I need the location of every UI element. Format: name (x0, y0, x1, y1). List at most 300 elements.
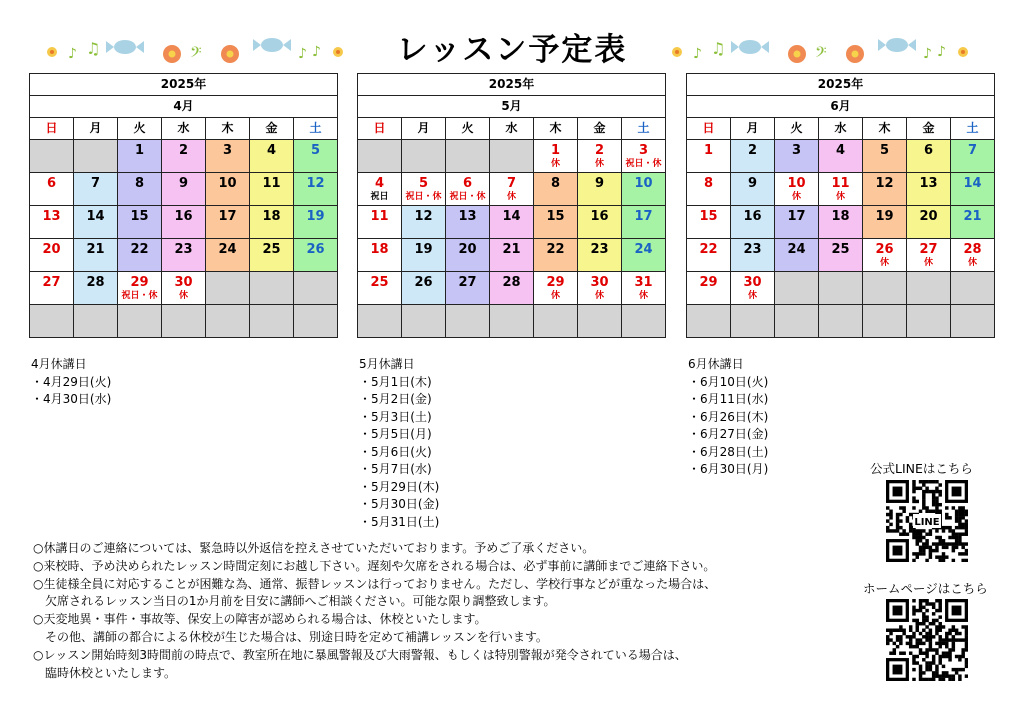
day-number: 29 (699, 275, 718, 290)
day-number: 11 (370, 209, 389, 224)
notes-section (33, 540, 833, 682)
day-number: 4 (374, 176, 385, 191)
day-cell (250, 206, 294, 239)
calendar-week (358, 305, 666, 338)
day-number: 23 (174, 242, 193, 257)
day-cell (534, 173, 578, 206)
day-cell (118, 239, 162, 272)
day-note: 休 (550, 291, 560, 301)
weekday-header: 土 (294, 118, 338, 140)
calendar-week (687, 173, 995, 206)
day-number: 12 (414, 209, 433, 224)
day-number: 1 (550, 143, 561, 158)
day-number: 30 (743, 275, 762, 290)
day-cell (118, 272, 162, 305)
line-qr-code[interactable] (886, 480, 968, 562)
music-note-icon: ♪ (923, 46, 932, 62)
day-cell (206, 173, 250, 206)
day-cell (622, 239, 666, 272)
day-cell (951, 140, 995, 173)
day-number: 28 (86, 275, 105, 290)
day-cell (951, 173, 995, 206)
day-number: 31 (634, 275, 653, 290)
day-cell (775, 140, 819, 173)
holiday-item: ・5月2日(金) (359, 392, 432, 406)
holiday-item: ・6月27日(金) (688, 427, 769, 441)
day-number: 15 (546, 209, 565, 224)
weekday-header: 水 (819, 118, 863, 140)
day-cell (402, 173, 446, 206)
calendar-week (358, 173, 666, 206)
day-number: 8 (703, 176, 714, 191)
day-number: 1 (703, 143, 714, 158)
day-note: 祝日・休 (121, 291, 158, 301)
day-cell (907, 239, 951, 272)
day-number: 4 (835, 143, 846, 158)
flower-icon (672, 47, 682, 57)
day-cell (206, 140, 250, 173)
day-number: 18 (370, 242, 389, 257)
holiday-list-title: 6月休講日 (688, 357, 744, 371)
day-number: 27 (458, 275, 477, 290)
decoration-left (40, 30, 350, 70)
day-number: 15 (699, 209, 718, 224)
day-number: 29 (546, 275, 565, 290)
day-cell (907, 140, 951, 173)
holiday-item: ・5月1日(木) (359, 374, 432, 389)
empty-day-cell (687, 305, 731, 338)
day-number: 30 (590, 275, 609, 290)
day-number: 22 (546, 242, 565, 257)
weekday-header: 日 (687, 118, 731, 140)
note-line: ○来校時、予め決められたレッスン時間定刻にお越し下さい。遅刻や欠席をされる場合は、必ず事前に講師までご連絡下さい。 (33, 558, 716, 573)
day-number: 25 (370, 275, 389, 290)
day-cell (863, 173, 907, 206)
note-line: ○天変地異・事件・事故等、保安上の障害が認められる場合は、休校といたします。 (33, 612, 487, 627)
weekday-header: 金 (907, 118, 951, 140)
holiday-list-may (359, 356, 439, 531)
day-number: 14 (86, 209, 105, 224)
empty-day-cell (446, 305, 490, 338)
day-cell (74, 206, 118, 239)
day-number: 17 (634, 209, 653, 224)
calendar-month: 4月 (30, 96, 338, 118)
calendar-week (358, 239, 666, 272)
day-cell (622, 140, 666, 173)
day-cell (446, 206, 490, 239)
empty-day-cell (863, 305, 907, 338)
day-cell (534, 140, 578, 173)
day-number: 20 (42, 242, 61, 257)
empty-day-cell (250, 305, 294, 338)
day-cell (250, 239, 294, 272)
weekday-header: 火 (118, 118, 162, 140)
day-number: 21 (963, 209, 982, 224)
day-note: 祝日・休 (449, 192, 486, 202)
empty-day-cell (907, 272, 951, 305)
day-number: 18 (831, 209, 850, 224)
day-note: 休 (594, 291, 604, 301)
day-number: 9 (178, 176, 189, 191)
day-note: 祝日・休 (625, 159, 662, 169)
day-number: 4 (266, 143, 277, 158)
holiday-list-june (688, 356, 768, 479)
day-cell (74, 272, 118, 305)
empty-day-cell (294, 272, 338, 305)
empty-day-cell (30, 140, 74, 173)
day-cell (358, 239, 402, 272)
weekday-header: 水 (490, 118, 534, 140)
holiday-item: ・5月31日(土) (359, 514, 440, 529)
day-cell (578, 173, 622, 206)
day-number: 1 (134, 143, 145, 158)
day-note: 休 (638, 291, 648, 301)
day-number: 9 (594, 176, 605, 191)
music-note-icon: ♪ (298, 46, 307, 62)
day-number: 22 (699, 242, 718, 257)
day-cell (578, 272, 622, 305)
day-number: 6 (462, 176, 473, 191)
day-number: 5 (879, 143, 890, 158)
holiday-item: ・5月30日(金) (359, 497, 440, 511)
empty-day-cell (294, 305, 338, 338)
day-number: 14 (963, 176, 982, 191)
empty-day-cell (622, 305, 666, 338)
day-number: 8 (134, 176, 145, 191)
day-number: 7 (90, 176, 101, 191)
day-number: 9 (747, 176, 758, 191)
day-cell (294, 173, 338, 206)
day-number: 16 (743, 209, 762, 224)
empty-day-cell (731, 305, 775, 338)
calendar-week (30, 239, 338, 272)
day-number: 24 (787, 242, 806, 257)
day-number: 24 (218, 242, 237, 257)
day-cell (118, 173, 162, 206)
day-cell (687, 272, 731, 305)
weekday-header: 土 (622, 118, 666, 140)
day-cell (402, 206, 446, 239)
day-number: 19 (306, 209, 325, 224)
holiday-item: ・6月30日(月) (688, 462, 769, 476)
calendar-week (687, 206, 995, 239)
calendar-may (357, 73, 666, 338)
weekday-header: 土 (951, 118, 995, 140)
empty-day-cell (490, 140, 534, 173)
calendar-april (29, 73, 338, 338)
day-number: 3 (791, 143, 802, 158)
day-cell (30, 272, 74, 305)
day-note: 休 (178, 291, 188, 301)
day-number: 26 (414, 275, 433, 290)
day-number: 23 (590, 242, 609, 257)
day-cell (731, 206, 775, 239)
note-line: ○レッスン開始時刻3時間前の時点で、教室所在地に暴風警報及び大雨警報、もしくは特別警報が発令されている場合は、 (33, 647, 687, 662)
day-number: 5 (310, 143, 321, 158)
day-note: 祝日 (370, 192, 389, 202)
page-title: レッスン予定表 (396, 32, 628, 68)
music-note-icon: ♪ (693, 46, 702, 62)
line-qr-label: 公式LINEはこちら (870, 461, 973, 476)
empty-day-cell (30, 305, 74, 338)
day-cell (402, 272, 446, 305)
day-note: 祝日・休 (405, 192, 442, 202)
weekday-header: 火 (446, 118, 490, 140)
day-cell (687, 206, 731, 239)
day-cell (578, 140, 622, 173)
day-cell (775, 173, 819, 206)
day-cell (74, 173, 118, 206)
empty-day-cell (819, 305, 863, 338)
calendar-month: 5月 (358, 96, 666, 118)
day-cell (30, 239, 74, 272)
day-number: 13 (919, 176, 938, 191)
candy-icon (106, 40, 144, 54)
holiday-list-title: 5月休講日 (359, 357, 415, 371)
day-cell (358, 206, 402, 239)
weekday-header: 火 (775, 118, 819, 140)
day-cell (775, 239, 819, 272)
calendar-week (687, 305, 995, 338)
day-cell (687, 173, 731, 206)
day-number: 20 (458, 242, 477, 257)
calendar-week (358, 140, 666, 173)
day-cell (490, 272, 534, 305)
day-number: 7 (967, 143, 978, 158)
holiday-item: ・6月28日(土) (688, 444, 769, 459)
note-line: その他、講師の都合による休校が生じた場合は、別途日時を定めて補講レッスンを行います。 (33, 629, 548, 644)
empty-day-cell (490, 305, 534, 338)
day-cell (863, 140, 907, 173)
calendar-week (687, 140, 995, 173)
empty-day-cell (775, 272, 819, 305)
day-number: 22 (130, 242, 149, 257)
day-cell (731, 239, 775, 272)
day-number: 17 (218, 209, 237, 224)
holiday-item: ・5月5日(月) (359, 427, 432, 441)
day-cell (731, 272, 775, 305)
day-cell (206, 239, 250, 272)
day-cell (907, 173, 951, 206)
day-number: 13 (42, 209, 61, 224)
calendar-week (30, 305, 338, 338)
homepage-qr-code[interactable] (886, 599, 968, 681)
day-cell (907, 206, 951, 239)
day-cell (863, 239, 907, 272)
empty-day-cell (775, 305, 819, 338)
day-number: 11 (831, 176, 850, 191)
day-number: 20 (919, 209, 938, 224)
day-cell (951, 206, 995, 239)
day-cell (622, 206, 666, 239)
day-number: 28 (502, 275, 521, 290)
day-number: 26 (306, 242, 325, 257)
day-number: 2 (594, 143, 605, 158)
day-number: 12 (306, 176, 325, 191)
empty-day-cell (402, 140, 446, 173)
calendar-table (686, 73, 995, 338)
note-line: ○休講日のご連絡については、緊急時以外返信を控えさせていただいております。予めご了承ください。 (33, 541, 595, 555)
day-cell (162, 272, 206, 305)
candy-icon (731, 40, 769, 54)
holiday-list-title: 4月休講日 (31, 357, 87, 371)
day-cell (622, 173, 666, 206)
day-cell (534, 206, 578, 239)
day-number: 16 (590, 209, 609, 224)
calendar-week (358, 272, 666, 305)
day-cell (206, 206, 250, 239)
day-number: 11 (262, 176, 281, 191)
day-number: 6 (46, 176, 57, 191)
day-note: 休 (594, 159, 604, 169)
day-number: 29 (130, 275, 149, 290)
empty-day-cell (358, 140, 402, 173)
day-cell (118, 140, 162, 173)
day-cell (490, 206, 534, 239)
day-cell (775, 206, 819, 239)
day-cell (578, 239, 622, 272)
empty-day-cell (250, 272, 294, 305)
day-cell (687, 239, 731, 272)
day-number: 21 (86, 242, 105, 257)
empty-day-cell (118, 305, 162, 338)
day-note: 休 (550, 159, 560, 169)
day-number: 18 (262, 209, 281, 224)
flower-icon (163, 45, 181, 63)
weekday-header: 日 (30, 118, 74, 140)
flower-icon (47, 47, 57, 57)
day-number: 19 (414, 242, 433, 257)
day-cell (490, 173, 534, 206)
day-number: 17 (787, 209, 806, 224)
empty-day-cell (951, 272, 995, 305)
day-number: 3 (222, 143, 233, 158)
day-cell (402, 239, 446, 272)
day-number: 21 (502, 242, 521, 257)
day-note: 休 (879, 258, 889, 268)
day-number: 19 (875, 209, 894, 224)
music-note-icon: ♪ (68, 46, 77, 62)
day-note: 休 (747, 291, 757, 301)
day-cell (162, 206, 206, 239)
calendar-month: 6月 (687, 96, 995, 118)
day-cell (162, 239, 206, 272)
day-cell (446, 272, 490, 305)
weekday-header: 日 (358, 118, 402, 140)
bass-clef-icon: 𝄢 (815, 44, 827, 65)
calendar-week (30, 206, 338, 239)
weekday-header: 木 (206, 118, 250, 140)
calendar-week (30, 173, 338, 206)
empty-day-cell (74, 305, 118, 338)
day-cell (250, 140, 294, 173)
day-cell (162, 173, 206, 206)
day-cell (819, 173, 863, 206)
day-cell (294, 140, 338, 173)
day-cell (534, 272, 578, 305)
empty-day-cell (951, 305, 995, 338)
empty-day-cell (206, 272, 250, 305)
music-note-icon: ♪ (937, 44, 946, 60)
day-cell (490, 239, 534, 272)
holiday-item: ・6月26日(木) (688, 409, 769, 424)
day-number: 2 (178, 143, 189, 158)
day-cell (731, 173, 775, 206)
day-cell (118, 206, 162, 239)
holiday-item: ・5月6日(火) (359, 444, 432, 459)
candy-icon (253, 38, 291, 52)
empty-day-cell (863, 272, 907, 305)
day-note: 休 (506, 192, 516, 202)
day-number: 27 (919, 242, 938, 257)
day-number: 7 (506, 176, 517, 191)
empty-day-cell (446, 140, 490, 173)
day-cell (863, 206, 907, 239)
candy-icon (878, 38, 916, 52)
empty-day-cell (162, 305, 206, 338)
day-number: 14 (502, 209, 521, 224)
empty-day-cell (358, 305, 402, 338)
day-cell (30, 206, 74, 239)
calendar-week (358, 206, 666, 239)
holiday-item: ・4月29日(火) (31, 374, 112, 389)
calendar-table (357, 73, 666, 338)
day-cell (819, 206, 863, 239)
calendar-year: 2025年 (358, 74, 666, 96)
day-note: 休 (923, 258, 933, 268)
day-cell (446, 239, 490, 272)
holiday-item: ・6月11日(水) (688, 392, 769, 406)
holiday-item: ・5月3日(土) (359, 409, 432, 424)
flower-icon (333, 47, 343, 57)
flower-icon (958, 47, 968, 57)
flower-icon (846, 45, 864, 63)
holiday-list-april (31, 356, 111, 409)
day-cell (30, 173, 74, 206)
day-number: 28 (963, 242, 982, 257)
day-cell (951, 239, 995, 272)
day-cell (622, 272, 666, 305)
day-cell (162, 140, 206, 173)
day-cell (534, 239, 578, 272)
empty-day-cell (402, 305, 446, 338)
day-note: 休 (835, 192, 845, 202)
bass-clef-icon: 𝄢 (190, 44, 202, 65)
day-number: 13 (458, 209, 477, 224)
weekday-header: 月 (402, 118, 446, 140)
day-number: 25 (262, 242, 281, 257)
day-cell (294, 206, 338, 239)
empty-day-cell (74, 140, 118, 173)
empty-day-cell (907, 305, 951, 338)
day-number: 12 (875, 176, 894, 191)
day-cell (358, 272, 402, 305)
day-number: 3 (638, 143, 649, 158)
day-number: 30 (174, 275, 193, 290)
day-cell (294, 239, 338, 272)
holiday-item: ・4月30日(水) (31, 392, 112, 406)
day-number: 10 (218, 176, 237, 191)
weekday-header: 水 (162, 118, 206, 140)
music-note-icon: ♫ (711, 39, 726, 58)
day-number: 27 (42, 275, 61, 290)
calendar-year: 2025年 (687, 74, 995, 96)
day-cell (578, 206, 622, 239)
day-cell (687, 140, 731, 173)
holiday-item: ・5月7日(水) (359, 462, 432, 476)
flower-icon (788, 45, 806, 63)
music-note-icon: ♪ (312, 44, 321, 60)
